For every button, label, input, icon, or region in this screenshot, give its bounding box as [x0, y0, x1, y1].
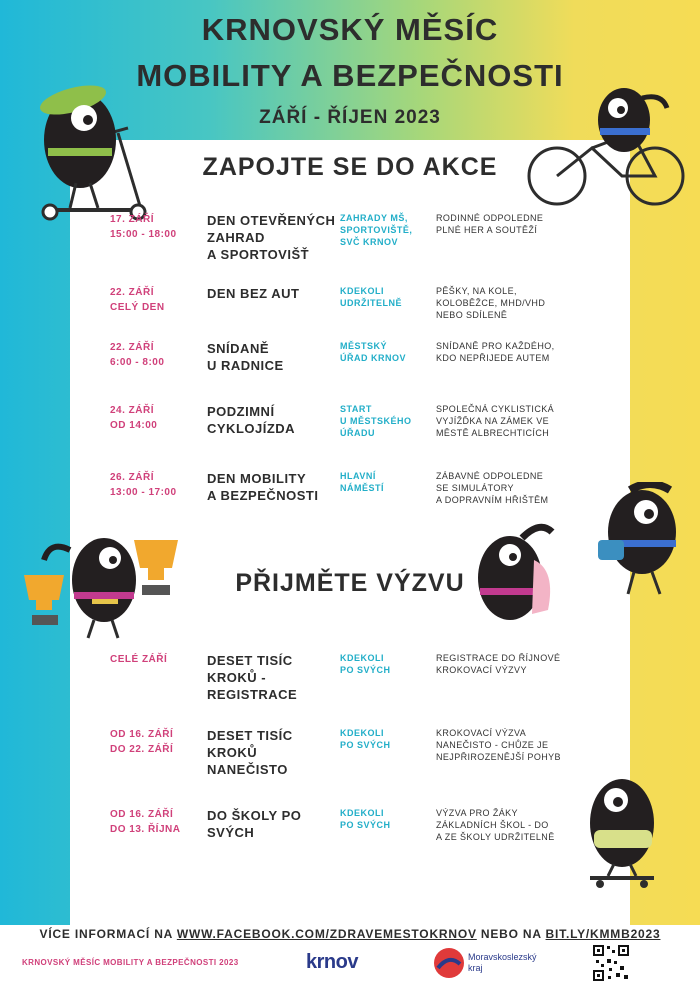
section-heading-events: ZAPOJTE SE DO AKCE — [202, 153, 498, 181]
event-name: DEN BEZ AUT — [207, 286, 300, 301]
qr-code-icon — [592, 944, 630, 982]
challenge-description: VÝZVA PRO ŽÁKY ZÁKLADNÍCH ŠKOL - DO A ZE ŠKOLY UDRŽITELNĚ — [436, 808, 555, 842]
event-place: HLAVNÍ NÁMĚSTÍ — [340, 471, 384, 493]
event-name: DEN MOBILITY A BEZPEČNOSTI — [207, 471, 319, 503]
challenge-name: DESET TISÍC KROKŮ NANEČISTO — [207, 728, 293, 777]
footer-info-line — [0, 927, 700, 941]
section-heading-challenges: PŘIJMĚTE VÝZVU — [235, 569, 465, 597]
challenge-description: REGISTRACE DO ŘÍJNOVÉ KROKOVACÍ VÝZVY — [436, 653, 561, 675]
footer-event-name: KRNOVSKÝ MĚSÍC MOBILITY A BEZPEČNOSTI 2023 — [22, 958, 239, 967]
event-place: MĚSTSKÝ ÚŘAD KRNOV — [340, 341, 407, 363]
event-description: SNÍDANĚ PRO KAŽDÉHO, KDO NEPŘIJEDE AUTEM — [436, 341, 555, 363]
page-title-line2: MOBILITY A BEZPEČNOSTI — [136, 58, 564, 93]
challenge-place: KDEKOLI PO SVÝCH — [340, 728, 391, 750]
challenge-name: DO ŠKOLY PO SVÝCH — [207, 808, 302, 840]
challenge-place: KDEKOLI PO SVÝCH — [340, 653, 391, 675]
moravskoslezsky-kraj-logo — [432, 944, 552, 984]
challenge-date: OD 16. ZÁŘÍ DO 13. ŘÍJNA — [110, 809, 181, 835]
event-place: START U MĚSTSKÉHO ÚŘADU — [340, 404, 412, 438]
challenge-place: KDEKOLI PO SVÝCH — [340, 808, 391, 830]
event-name: SNÍDANĚ U RADNICE — [207, 341, 284, 373]
challenge-date: OD 16. ZÁŘÍ DO 22. ZÁŘÍ — [110, 729, 174, 755]
event-date: 22. ZÁŘÍ CELÝ DEN — [110, 287, 165, 313]
event-description: SPOLEČNÁ CYKLISTICKÁ VYJÍŽĎKA NA ZÁMEK VE MĚSTĚ ALBRECHTICÍCH — [436, 404, 555, 438]
footer-info-mid: NEBO NA — [476, 927, 546, 941]
event-name: DEN OTEVŘENÝCH ZAHRAD A SPORTOVIŠŤ — [207, 213, 336, 262]
event-date: 17. ZÁŘÍ 15:00 - 18:00 — [110, 214, 177, 240]
kraj-logo-text: Moravskoslezský kraj — [468, 952, 537, 973]
bitly-link[interactable]: BIT.LY/KMMB2023 — [545, 927, 661, 941]
event-date: 26. ZÁŘÍ 13:00 - 17:00 — [110, 472, 177, 498]
challenge-date: CELÉ ZÁŘÍ — [110, 654, 168, 665]
page-dates: ZÁŘÍ - ŘÍJEN 2023 — [259, 107, 441, 128]
event-date: 24. ZÁŘÍ OD 14:00 — [110, 405, 158, 431]
challenge-description: KROKOVACÍ VÝZVA NANEČISTO - CHŮZE JE NEJPŘIROZENĚJŠÍ POHYB — [436, 728, 561, 762]
krnov-logo: krnov — [306, 951, 358, 973]
event-date: 22. ZÁŘÍ 6:00 - 8:00 — [110, 342, 165, 368]
event-place: ZAHRADY MŠ, SPORTOVIŠTĚ, SVČ KRNOV — [340, 213, 413, 247]
kraj-emblem-icon — [432, 944, 466, 982]
event-description: PĚŠKY, NA KOLE, KOLOBĚŽCE, MHD/VHD NEBO SDÍLENĚ — [436, 286, 546, 320]
event-place: KDEKOLI UDRŽITELNĚ — [340, 286, 402, 308]
facebook-link[interactable]: WWW.FACEBOOK.COM/ZDRAVEMESTOKRNOV — [176, 927, 477, 941]
event-description: RODINNÉ ODPOLEDNE PLNÉ HER A SOUTĚŽÍ — [436, 213, 544, 235]
challenge-name: DESET TISÍC KROKŮ - REGISTRACE — [207, 653, 298, 702]
event-name: PODZIMNÍ CYKLOJÍZDA — [207, 404, 296, 436]
footer-info-prefix: VÍCE INFORMACÍ NA — [39, 927, 177, 941]
page-title-line1: KRNOVSKÝ MĚSÍC — [201, 12, 499, 47]
event-description: ZÁBAVNÉ ODPOLEDNE SE SIMULÁTORY A DOPRAVNÍM HŘIŠTĚM — [436, 471, 549, 505]
